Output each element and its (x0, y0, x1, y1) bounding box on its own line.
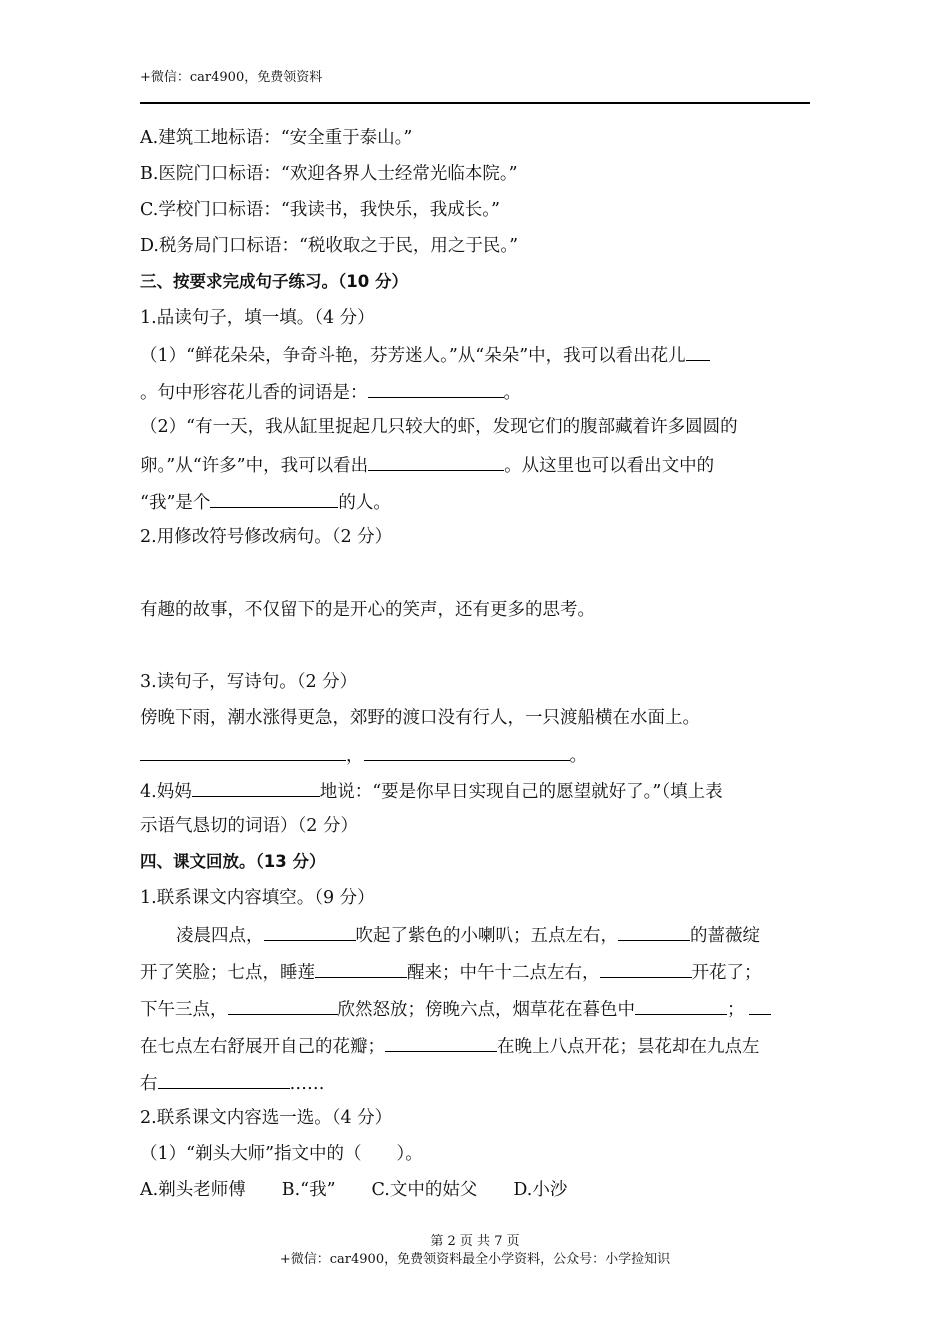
text: 吹起了紫色的小喇叭；五点左右， (355, 926, 618, 946)
q3-1-part2-line3 (140, 489, 391, 515)
answer-blank[interactable] (635, 996, 727, 1015)
text: ； (727, 1000, 745, 1020)
text: ， (346, 746, 364, 766)
q4-1-title: 1.联系课文内容填空。（9 分） (140, 888, 375, 908)
answer-blank[interactable] (368, 452, 504, 471)
choice-c[interactable]: C.文中的姑父 (371, 1180, 478, 1200)
answer-blank[interactable] (364, 742, 570, 761)
section-3-title: 三、按要求完成句子练习。（10 分） (140, 272, 408, 291)
answer-blank[interactable] (600, 959, 692, 978)
text: （1）“鲜花朵朵，争奇斗艳，芬芳迷人。”从“朵朵”中，我可以看出花儿 (140, 346, 686, 366)
answer-blank[interactable] (210, 489, 338, 508)
q4-1-line4 (140, 1033, 760, 1059)
answer-blank[interactable] (140, 742, 346, 761)
q4-2-choices (140, 1178, 567, 1202)
header-divider (140, 102, 810, 104)
text: 。从这里也可以看出文中的 (504, 456, 715, 476)
q3-2-sentence: 有趣的故事，不仅留下的是开心的笑声，还有更多的思考。 (140, 600, 595, 620)
page-number: 第 2 页 共 7 页 (430, 1234, 520, 1249)
answer-blank[interactable] (228, 996, 338, 1015)
text: 的蔷薇绽 (690, 926, 760, 946)
choice-b[interactable]: B.“我” (281, 1180, 336, 1200)
header-watermark: +微信：car4900，免费领资料 (140, 70, 323, 85)
text: 凌晨四点， (176, 926, 264, 946)
text: …… (289, 1074, 325, 1094)
option-d: D.税务局门口标语：“税收取之于民，用之于民。” (140, 236, 519, 256)
q3-1-part1-line2 (140, 379, 521, 405)
q3-1-part2-line1: （2）“有一天，我从缸里捉起几只较大的虾，发现它们的腹部藏着许多圆圆的 (140, 417, 738, 437)
q3-3-sentence: 傍晚下雨，潮水涨得更急，郊野的渡口没有行人，一只渡船横在水面上。 (140, 708, 700, 728)
text: 醒来；中午十二点左右， (407, 963, 600, 983)
q3-1-part2-line2 (140, 452, 714, 478)
answer-blank[interactable] (749, 996, 771, 1015)
text: 开了笑脸；七点，睡莲 (140, 963, 315, 983)
text: 地说：“要是你早日实现自己的愿望就好了。”（填上表 (319, 782, 723, 802)
section-4-title: 四、课文回放。（13 分） (140, 852, 326, 871)
q4-1-line3 (140, 996, 771, 1022)
q3-4-line2: 示语气恳切的词语）（2 分） (140, 816, 358, 836)
choice-d[interactable]: D.小沙 (513, 1180, 568, 1200)
text: 在晚上八点开花；昙花却在九点左 (497, 1037, 760, 1057)
text: “我”是个 (140, 493, 211, 513)
text: 。 (503, 383, 521, 403)
q3-1-part1-line1 (140, 342, 710, 368)
answer-blank[interactable] (192, 778, 320, 797)
q3-3-answer-line (140, 742, 587, 768)
option-c: C.学校门口标语：“我读书，我快乐，我成长。” (140, 200, 500, 220)
q3-1-title: 1.品读句子，填一填。（4 分） (140, 308, 375, 328)
q4-2-title: 2.联系课文内容选一选。（4 分） (140, 1108, 393, 1128)
answer-blank[interactable] (315, 959, 407, 978)
option-b: B.医院门口标语：“欢迎各界人士经常光临本院。” (140, 164, 518, 184)
text: 开花了； (691, 963, 762, 983)
text: 右 (140, 1074, 158, 1094)
text: 的人。 (338, 493, 391, 513)
answer-blank[interactable] (158, 1070, 290, 1089)
q3-2-title: 2.用修改符号修改病句。（2 分） (140, 527, 393, 547)
answer-blank[interactable] (264, 922, 356, 941)
text: 欣然怒放；傍晚六点，烟草花在暮色中 (337, 1000, 635, 1020)
q4-1-line5 (140, 1070, 325, 1096)
option-a: A.建筑工地标语：“安全重于泰山。” (140, 128, 413, 148)
q3-3-title: 3.读句子，写诗句。（2 分） (140, 672, 358, 692)
answer-blank[interactable] (368, 379, 504, 398)
text: 。句中形容花儿香的词语是： (140, 383, 368, 403)
choice-a[interactable]: A.剃头老师傅 (140, 1180, 246, 1200)
q4-1-line2 (140, 959, 762, 985)
text: 在七点左右舒展开自己的花瓣； (140, 1037, 385, 1057)
text: 。 (569, 746, 587, 766)
q4-1-line1 (176, 922, 760, 948)
footer-watermark: +微信：car4900，免费领资料最全小学资料，公众号：小学捡知识 (279, 1252, 671, 1267)
text: 卵。”从“许多”中，我可以看出 (140, 456, 369, 476)
answer-blank[interactable] (686, 342, 710, 361)
q4-2-part1: （1）“剃头大师”指文中的（ ）。 (140, 1144, 423, 1164)
answer-blank[interactable] (385, 1033, 497, 1052)
answer-blank[interactable] (618, 922, 690, 941)
q3-4-line1 (140, 778, 723, 804)
text: 下午三点， (140, 1000, 228, 1020)
text: 4.妈妈 (140, 782, 192, 802)
